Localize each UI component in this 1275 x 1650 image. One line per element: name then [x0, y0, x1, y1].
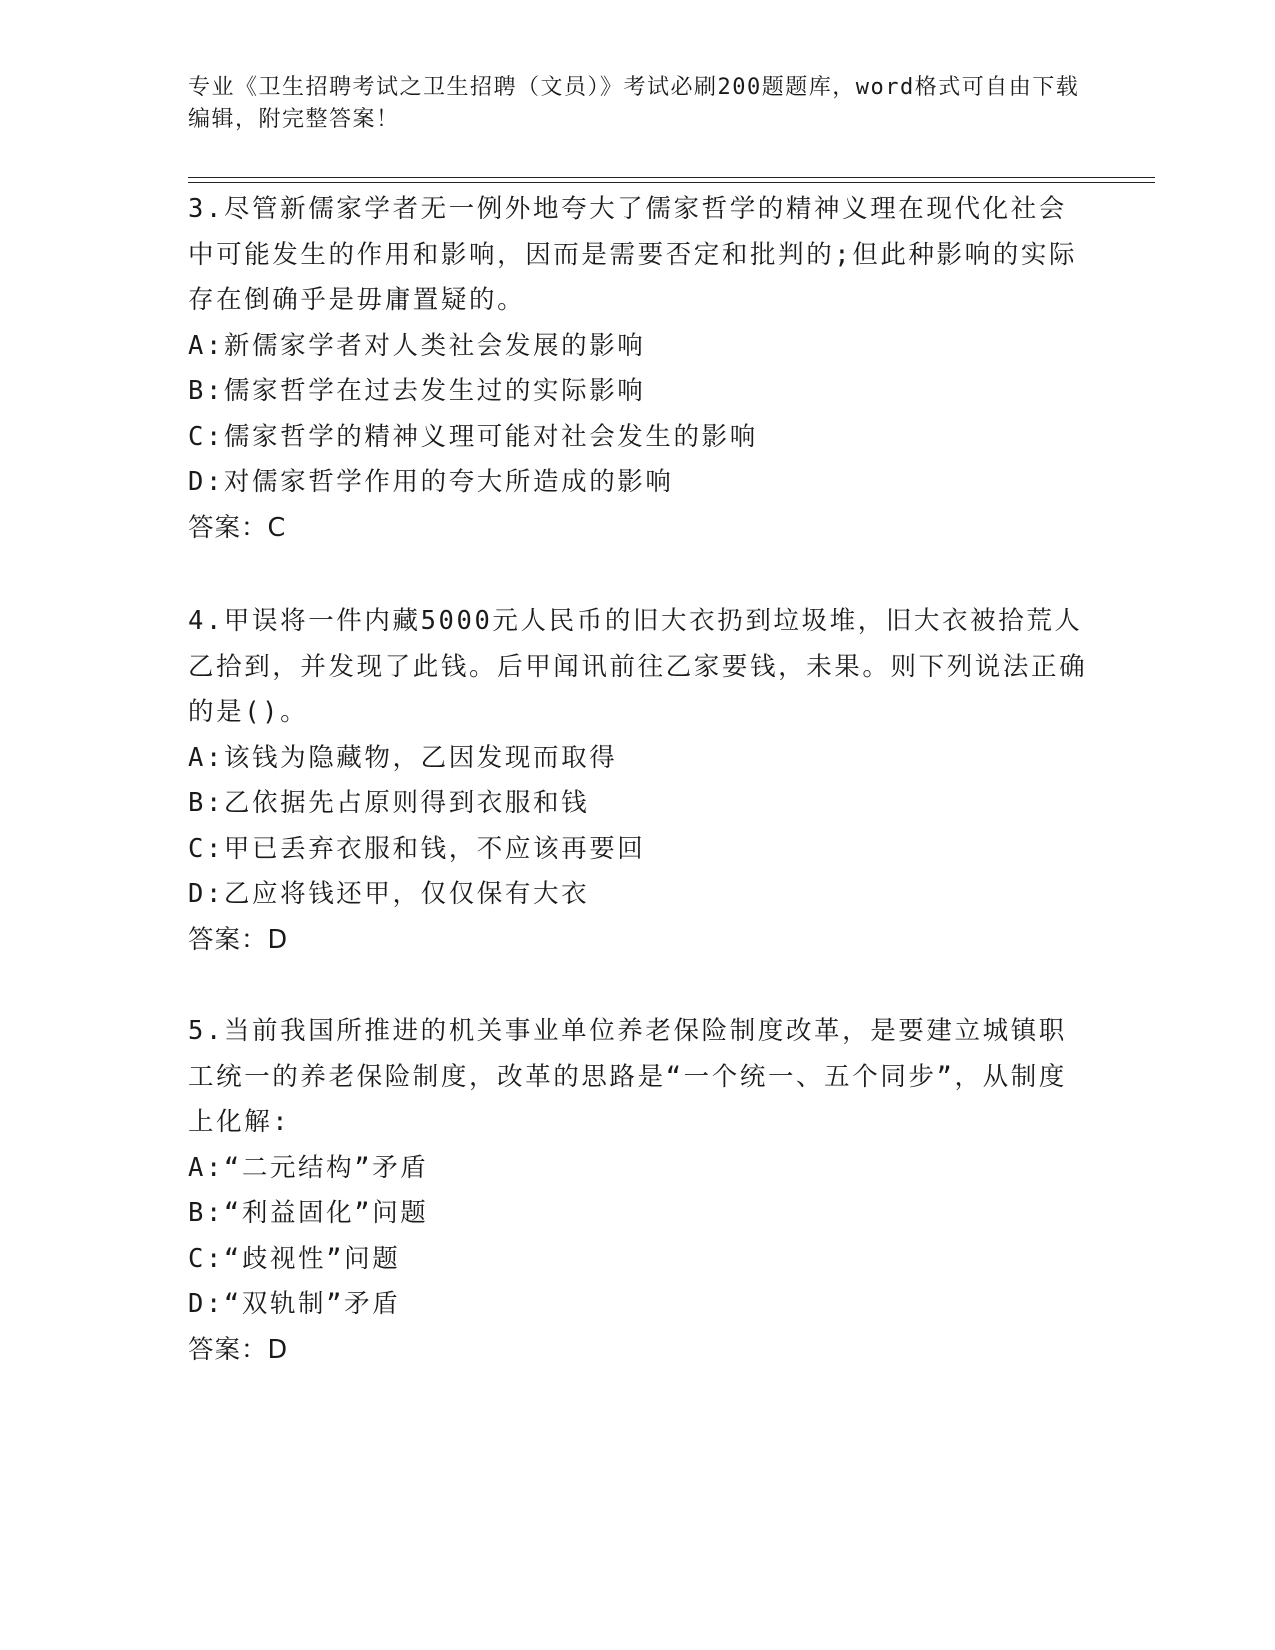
- option-b: B:“利益固化”问题: [188, 1198, 429, 1228]
- answer: 答案：C: [188, 512, 287, 543]
- question-4: [188, 599, 1088, 963]
- answer: 答案：D: [188, 924, 289, 955]
- option-d: D:“双轨制”矛盾: [188, 1289, 401, 1319]
- header-divider-bottom: [188, 182, 1155, 183]
- option-b: B:乙依据先占原则得到衣服和钱: [188, 788, 590, 818]
- option-c: C:儒家哲学的精神义理可能对社会发生的影响: [188, 421, 758, 452]
- answer: 答案：D: [188, 1334, 289, 1365]
- question-stem: 3.尽管新儒家学者无一例外地夸大了儒家哲学的精神义理在现代化社会中可能发生的作用和影响，因而是需要否定和批判的;但此种影响的实际存在倒确乎是毋庸置疑的。: [188, 194, 1078, 315]
- question-3: [188, 187, 1088, 551]
- option-c: C:“歧视性”问题: [188, 1243, 401, 1274]
- document-header: 专业《卫生招聘考试之卫生招聘（文员）》考试必刷200题题库，word格式可自由下载编辑，附完整答案！: [188, 75, 1080, 132]
- option-b: B:儒家哲学在过去发生过的实际影响: [188, 376, 646, 406]
- option-c: C:甲已丢弃衣服和钱，不应该再要回: [188, 833, 646, 864]
- option-d: D:对儒家哲学作用的夸大所造成的影响: [188, 467, 674, 497]
- header-divider-top: [188, 177, 1155, 178]
- option-a: A:新儒家学者对人类社会发展的影响: [188, 330, 646, 361]
- question-stem: 5.当前我国所推进的机关事业单位养老保险制度改革，是要建立城镇职工统一的养老保险制度，改革的思路是“一个统一、五个同步”，从制度上化解:: [188, 1016, 1067, 1137]
- option-a: A:该钱为隐藏物，乙因发现而取得: [188, 742, 618, 773]
- question-5: [188, 1009, 1088, 1373]
- option-d: D:乙应将钱还甲，仅仅保有大衣: [188, 879, 590, 909]
- question-stem: 4.甲误将一件内藏5000元人民币的旧大衣扔到垃圾堆，旧大衣被拾荒人乙拾到，并发现了此钱。后甲闻讯前往乙家要钱，未果。则下列说法正确的是()。: [188, 606, 1088, 727]
- option-a: A:“二元结构”矛盾: [188, 1152, 429, 1183]
